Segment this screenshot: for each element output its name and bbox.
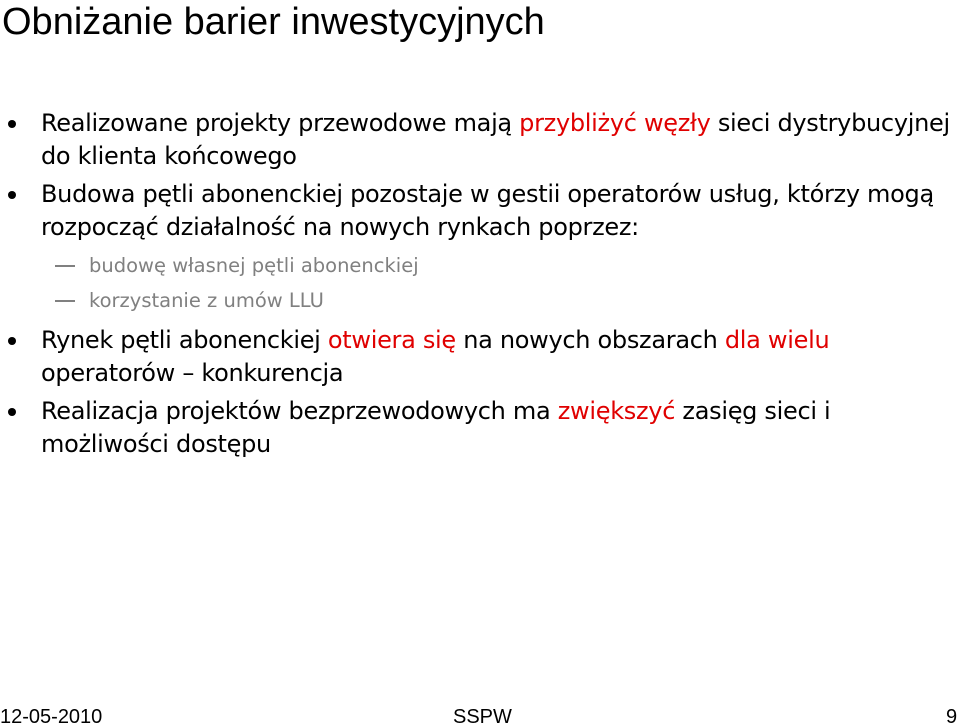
footer-date: 12-05-2010 [0, 706, 103, 728]
bullet-dot-icon [8, 191, 16, 199]
bullet-item-4 [41, 395, 951, 461]
bullet-dot-icon [8, 408, 16, 416]
bullet-text: na nowych obszarach [455, 326, 725, 354]
bullet-item-1 [41, 107, 951, 173]
bullet-dot-icon [8, 120, 16, 128]
bullet-text: Realizowane projekty przewodowe mają [41, 109, 520, 137]
bullet-text: sieci dystrybucyjnej do klienta końcowego [41, 109, 950, 170]
sub-bullet-item-1 [89, 252, 419, 280]
bullet-item-3 [41, 324, 951, 390]
bullet-text: Realizacja projektów bezprzewodowych ma [41, 397, 558, 425]
footer-center-label: SSPW [453, 706, 512, 728]
bullet-highlight: zwiększyć [557, 397, 676, 425]
bullet-text: Budowa pętli abonenckiej pozostaje w gestii operatorów usług, którzy mogą rozpocząć działalność na nowych rynkach poprzez: [41, 180, 934, 241]
bullet-highlight: przybliżyć węzły [519, 109, 711, 137]
sub-bullet-text: korzystanie z umów LLU [89, 289, 324, 312]
sub-bullet-text: budowę własnej pętli abonenckiej [89, 254, 419, 277]
footer-page-number: 9 [946, 706, 958, 728]
bullet-highlight: dla wielu [724, 326, 830, 354]
sub-bullet-dash-icon [55, 265, 75, 267]
bullet-text: Rynek pętli abonenckiej [41, 326, 328, 354]
sub-bullet-dash-icon [55, 300, 75, 302]
bullet-text: zasięg sieci i możliwości dostępu [41, 397, 831, 458]
sub-bullet-item-2 [89, 287, 324, 315]
bullet-dot-icon [8, 337, 16, 345]
bullet-text: operatorów – konkurencja [41, 359, 344, 387]
slide-title: Obniżanie barier inwestycyjnych [2, 1, 545, 43]
bullet-item-2 [41, 178, 951, 244]
bullet-highlight: otwiera się [327, 326, 456, 354]
